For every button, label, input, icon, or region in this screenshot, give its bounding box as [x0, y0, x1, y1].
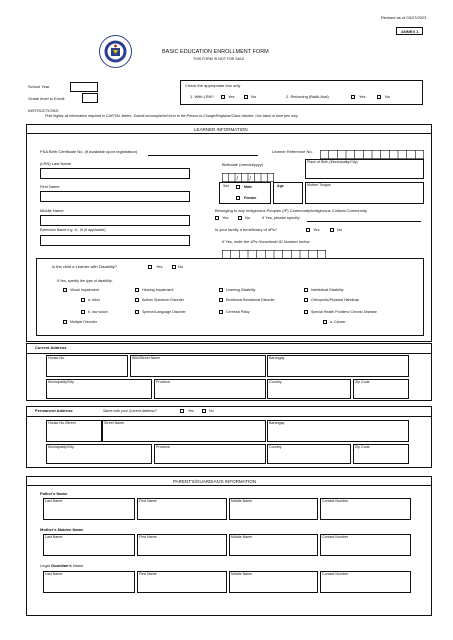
intellectual-label: Intellectual Disability — [311, 287, 344, 292]
hearing-checkbox[interactable] — [135, 288, 139, 292]
female-checkbox[interactable] — [236, 196, 240, 200]
current-zip-field[interactable] — [353, 379, 409, 399]
perm-barangay-field[interactable] — [267, 420, 409, 442]
autism-label: Autism Spectrum Disorder — [142, 297, 184, 302]
male-label: Male — [244, 185, 252, 189]
current-barangay-label: Barangay — [269, 356, 285, 360]
ip-no-label: No — [245, 215, 251, 220]
current-house-no-label: House No. — [48, 356, 65, 360]
disability-no-checkbox[interactable] — [172, 265, 176, 269]
disability-no-label: No — [178, 264, 184, 269]
emotional-checkbox[interactable] — [219, 298, 223, 302]
parents-section-title: PARENT'S/GUARDIAN'S INFORMATION — [173, 478, 257, 484]
visual-label: Visual Impairment — [70, 287, 99, 292]
lrn-yes-label: Yes — [228, 94, 235, 99]
age-field[interactable] — [273, 182, 303, 204]
guardian-suffix: Name — [71, 563, 84, 568]
female-label: Female — [244, 196, 257, 200]
guardian-contact-field[interactable] — [320, 571, 411, 593]
fourps-id-label: If Yes, write the 4Ps Household ID Number below — [222, 239, 310, 244]
cerebral-label: Cerebral Palsy — [226, 309, 250, 314]
sex-label: Sex — [223, 184, 230, 188]
birthdate-grid[interactable] — [222, 169, 274, 182]
guardian-prefix: Legal — [40, 563, 51, 568]
lrn-grid[interactable] — [320, 146, 424, 155]
last-name-field[interactable] — [40, 168, 190, 179]
fourps-yes-checkbox[interactable] — [306, 228, 310, 232]
middle-name-label: Middle Name — [40, 208, 64, 213]
orthopedic-checkbox[interactable] — [304, 298, 308, 302]
svg-text:/: / — [249, 176, 251, 182]
visual-checkbox[interactable] — [63, 288, 67, 292]
same-address-question: Same with your Current Address? — [103, 409, 157, 413]
special-health-checkbox[interactable] — [304, 310, 308, 314]
lrn-no-checkbox[interactable] — [244, 95, 248, 99]
extension-name-label: Extension Name e.g. Jr., III (if applicable) — [40, 228, 106, 232]
returning-no-label: No — [385, 94, 391, 99]
fourps-no-label: No — [337, 227, 343, 232]
low-vision-checkbox[interactable] — [81, 310, 85, 314]
form-subtitle: THIS FORM IS NOT FOR SALE — [193, 57, 245, 61]
mother-contact-label: Contact Number — [322, 535, 349, 539]
guardian-last-name-field[interactable] — [43, 571, 135, 593]
disability-question: Is the child a Learner with Disability? — [52, 264, 117, 269]
mother-contact-field[interactable] — [320, 534, 411, 556]
psa-line[interactable] — [148, 155, 258, 156]
ip-yes-checkbox[interactable] — [215, 216, 219, 220]
same-no-checkbox[interactable] — [202, 409, 206, 413]
annex-label: ANNEX 1 — [401, 28, 419, 34]
emotional-label: Emotional-Behavioral Disorder — [226, 297, 275, 302]
ip-specify-label: If Yes, please specify: — [262, 215, 301, 220]
svg-text:/: / — [236, 176, 238, 182]
guardian-first-name-label: First Name — [139, 572, 157, 576]
father-first-name-field[interactable] — [137, 498, 227, 520]
current-country-field[interactable] — [267, 379, 351, 399]
form-title: BASIC EDUCATION ENROLLMENT FORM — [162, 49, 269, 55]
current-country-label: Country — [269, 380, 282, 384]
guardian-name-label — [40, 564, 83, 568]
mother-last-name-field[interactable] — [43, 534, 135, 556]
current-barangay-field[interactable] — [267, 355, 409, 377]
father-contact-field[interactable] — [320, 498, 411, 520]
fourps-question: Is your family a beneficiary of 4Ps? — [215, 227, 278, 232]
ip-question: Belonging to any Indigenous Peoples (IP) Community/Indigenous Cultural Community — [215, 208, 367, 213]
mother-name-label: Mother's Maiden Name — [40, 527, 84, 532]
psa-label: PSA Birth Certificate No. (if available upon registration) — [40, 149, 138, 154]
annex-badge — [396, 27, 423, 35]
cancer-label: a. Cancer — [330, 319, 346, 324]
perm-barangay-label: Barangay — [269, 421, 285, 425]
perm-country-label: Country — [269, 445, 282, 449]
lrn-no-label: No — [251, 94, 257, 99]
disability-yes-label: Yes — [156, 264, 163, 269]
father-middle-name-field[interactable] — [229, 498, 318, 520]
returning-yes-label: Yes — [359, 94, 366, 99]
low-vision-label: b. low vision — [88, 309, 108, 314]
perm-street-field[interactable] — [102, 420, 266, 442]
permanent-address-divider — [26, 416, 432, 417]
blind-label: a. blind — [88, 297, 100, 302]
mother-first-name-field[interactable] — [137, 534, 227, 556]
perm-province-field[interactable] — [154, 444, 266, 464]
perm-municipality-field[interactable] — [46, 444, 152, 464]
same-no-label: No — [209, 409, 214, 413]
ip-no-checkbox[interactable] — [238, 216, 242, 220]
mother-tongue-label: Mother Tongue — [307, 183, 331, 187]
blind-checkbox[interactable] — [81, 298, 85, 302]
current-municipality-label: Municipality/City — [48, 380, 74, 384]
disability-yes-checkbox[interactable] — [148, 265, 152, 269]
place-of-birth-field[interactable] — [305, 159, 424, 179]
returning-yes-checkbox[interactable] — [351, 95, 355, 99]
autism-checkbox[interactable] — [135, 298, 139, 302]
school-year-label: School Year — [28, 84, 50, 89]
check-box-only-note: Check the appropriate box only — [185, 83, 241, 88]
learner-ref-label: Learner Reference No. — [272, 149, 313, 154]
special-health-label: Special Health Problem/ Chronic Disease — [311, 309, 377, 314]
perm-zip-label: Zip Code — [355, 445, 370, 449]
disability-box — [36, 258, 424, 336]
current-house-no-field[interactable] — [46, 355, 128, 377]
father-last-name-field[interactable] — [43, 498, 135, 520]
speech-checkbox[interactable] — [135, 310, 139, 314]
fourps-yes-label: Yes — [313, 227, 320, 232]
multiple-checkbox[interactable] — [63, 320, 67, 324]
first-name-field[interactable] — [40, 191, 190, 202]
learner-section-header — [26, 124, 432, 134]
learning-label: Learning Disability — [226, 287, 256, 292]
with-lrn-label: 1. With LRN? — [190, 94, 214, 99]
learning-checkbox[interactable] — [219, 288, 223, 292]
current-province-label: Province — [156, 380, 170, 384]
current-address-title: Current Address — [35, 345, 67, 350]
guardian-last-name-label: Last Name — [45, 572, 63, 576]
mother-tongue-field[interactable] — [305, 182, 424, 204]
current-street-label: Sitio/Street Name — [132, 356, 161, 360]
guardian-middle-name-label: Middle Name — [231, 572, 253, 576]
orthopedic-label: Orthopedic/Physical Handicap — [311, 297, 360, 302]
middle-name-field[interactable] — [40, 215, 190, 226]
mother-middle-name-label: Middle Name — [231, 535, 253, 539]
perm-house-no-label: House No./Street — [48, 421, 76, 425]
ip-yes-label: Yes — [222, 215, 229, 220]
same-yes-label: Yes — [188, 409, 194, 413]
cancer-checkbox[interactable] — [323, 320, 327, 324]
birthdate-label: Birthdate (mm/dd/yyyy) — [222, 162, 264, 167]
revision-date: Revised as of 03/27/2023 — [381, 15, 427, 20]
grade-level-label: Grade level to Enroll: — [28, 96, 66, 101]
multiple-label: Multiple Disorder — [70, 319, 97, 324]
instructions-heading: INSTRUCTIONS: — [28, 108, 60, 113]
disability-specify-label: If Yes, specify the type of disability: — [57, 279, 113, 283]
current-province-field[interactable] — [154, 379, 266, 399]
perm-zip-field[interactable] — [353, 444, 409, 464]
same-yes-checkbox[interactable] — [180, 409, 184, 413]
perm-province-label: Province — [156, 445, 170, 449]
permanent-address-title: Permanent Address — [35, 408, 73, 413]
fourps-id-grid[interactable] — [222, 246, 326, 255]
guardian-middle-name-field[interactable] — [229, 571, 318, 593]
father-contact-label: Contact Number — [322, 499, 349, 503]
father-first-name-label: First Name — [139, 499, 157, 503]
guardian-bold: Guardian's — [50, 563, 72, 568]
father-middle-name-label: Middle Name — [231, 499, 253, 503]
school-year-field[interactable] — [70, 82, 98, 92]
mother-middle-name-field[interactable] — [229, 534, 318, 556]
father-last-name-label: Last Name — [45, 499, 63, 503]
mother-last-name-label: Last Name — [45, 535, 63, 539]
lrn-yes-checkbox[interactable] — [221, 95, 225, 99]
extension-name-field[interactable] — [40, 235, 190, 246]
ip-specify-line[interactable] — [307, 221, 421, 222]
fourps-no-checkbox[interactable] — [330, 228, 334, 232]
returning-label: 2. Returning (Balik-Aral) — [286, 94, 329, 99]
learner-section-title: LEARNER INFORMATION — [194, 126, 248, 132]
speech-label: Speech/Language Disorder — [142, 309, 186, 314]
returning-no-checkbox[interactable] — [377, 95, 381, 99]
mother-first-name-label: First Name — [139, 535, 157, 539]
current-address-divider — [26, 353, 432, 354]
guardian-first-name-field[interactable] — [137, 571, 227, 593]
current-municipality-field[interactable] — [46, 379, 152, 399]
perm-street-label: Street Name — [104, 421, 125, 425]
first-name-label: First Name — [40, 184, 60, 189]
instructions-text: Print legibly all information required in CAPITAL letters. Submit accomplished form to the Person-in-Charge/Registrar/Class Adviser. Use black or blue pen only. — [45, 114, 299, 118]
cerebral-checkbox[interactable] — [219, 310, 223, 314]
hearing-label: Hearing Impairment — [142, 287, 174, 292]
current-street-field[interactable] — [130, 355, 266, 377]
perm-municipality-label: Municipality/City — [48, 445, 74, 449]
intellectual-checkbox[interactable] — [304, 288, 308, 292]
current-zip-label: Zip Code — [355, 380, 370, 384]
guardian-contact-label: Contact Number — [322, 572, 349, 576]
perm-house-no-field[interactable] — [46, 420, 102, 442]
lrn-last-name-label: (LRN) Last Name — [40, 161, 72, 166]
parents-section-header — [26, 476, 432, 486]
grade-level-field[interactable] — [82, 93, 98, 103]
perm-country-field[interactable] — [267, 444, 351, 464]
male-checkbox[interactable] — [236, 185, 240, 189]
father-name-label: Father's Name — [40, 491, 68, 496]
deped-seal-logo — [99, 35, 132, 68]
age-label: Age — [277, 184, 284, 188]
place-of-birth-label: Place of Birth (Municipality/City) — [307, 160, 358, 164]
